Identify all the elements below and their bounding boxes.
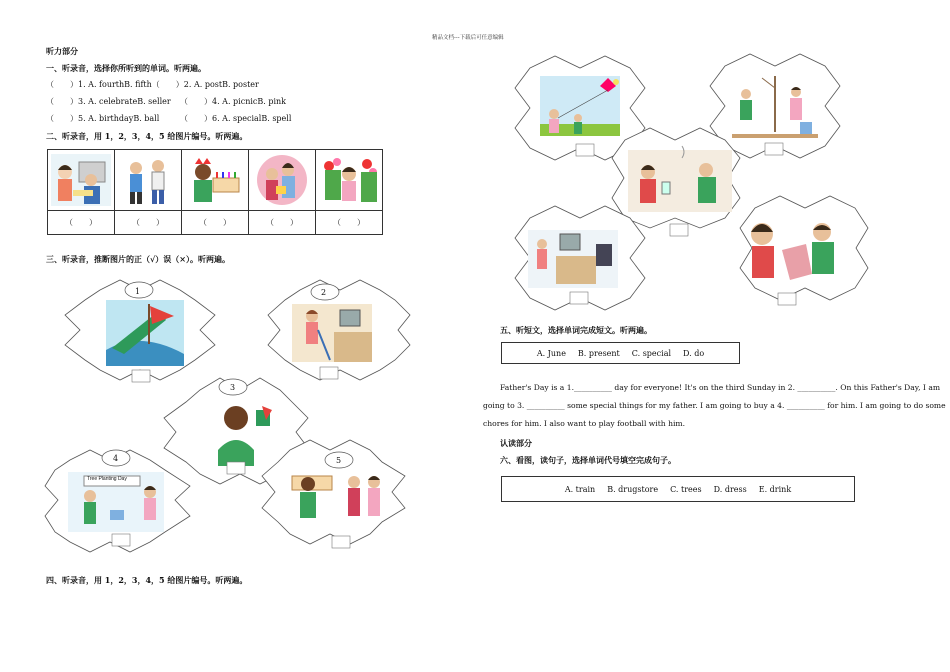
- q5-passage-line-2: going to 3. __________ some special things for my father. I am going to buy a 4. __________ for him. I am going to do some: [483, 401, 946, 410]
- q1-row-3b: （ ）6. A. specialB. spell: [180, 114, 292, 123]
- q6-option-b: B. drugstore: [607, 484, 659, 494]
- q1-row-3: （ ）5. A. birthdayB. ball: [46, 114, 160, 123]
- tree-planting-star: [710, 54, 840, 158]
- q3-star-frames: [40, 270, 460, 570]
- q2-answer-blank-4[interactable]: （ ）: [249, 211, 316, 235]
- q1-row-2b: （ ）4. A. picnicB. pink: [180, 97, 287, 106]
- q6-option-e: E. drink: [758, 484, 792, 494]
- q5-option-b: B. present: [577, 348, 620, 358]
- part-title-listening: 听力部分: [46, 46, 78, 56]
- girl-flowers-picture: [319, 154, 379, 206]
- q6-option-d: D. dress: [713, 484, 747, 494]
- q2-pic-cell-4: [249, 150, 316, 211]
- q3-number-4: 4: [113, 454, 119, 463]
- q6-star-frames: [500, 48, 880, 318]
- q2-answer-blank-2[interactable]: （ ）: [115, 211, 182, 235]
- q1-row-1: （ ）1. A. fourthB. fifth（ ）2. A. postB. poster: [46, 80, 259, 89]
- q2-answer-blank-1[interactable]: （ ）: [48, 211, 115, 235]
- reading-part-title: 认读部分: [500, 438, 532, 448]
- q5-option-a: A. June: [536, 348, 566, 358]
- two-boys-picture: [118, 154, 178, 206]
- tree-planting-sign: Tree Planting Day: [87, 476, 127, 482]
- q3-number-1: 1: [135, 287, 141, 296]
- family-circle-picture: [252, 154, 312, 206]
- dress-star: [740, 196, 868, 300]
- q3-title: 三、听录音，推断图片的正（√）误（×）。听两遍。: [46, 254, 230, 264]
- q6-word-bank: [501, 476, 855, 502]
- q2-title: 二、听录音，用 1，2，3，4，5 给图片编号。听两遍。: [46, 131, 248, 141]
- q3-number-5: 5: [336, 456, 342, 465]
- q5-title: 五、听短文，选择单词完成短文。听两遍。: [500, 325, 652, 335]
- q2-answer-blank-3[interactable]: （ ）: [182, 211, 249, 235]
- q5-passage-line-3: chores for him. I also want to play football with him.: [483, 419, 686, 428]
- q2-picture-table: [47, 149, 383, 235]
- q2-pic-cell-5: [316, 150, 383, 211]
- q1-row-2: （ ）3. A. celebrateB. seller: [46, 97, 171, 106]
- q6-option-a: A. train: [564, 484, 596, 494]
- page-header: 精品文档---下载后可任意编辑: [432, 35, 504, 41]
- q5-passage: [483, 379, 946, 433]
- q3-number-2: 2: [321, 288, 327, 297]
- q6-title: 六、看图，读句子，选择单词代号填空完成句子。: [500, 455, 676, 465]
- q2-pic-cell-3: [182, 150, 249, 211]
- q2-answer-blank-5[interactable]: （ ）: [316, 211, 383, 235]
- girl-teacher-picture: [51, 154, 111, 206]
- q5-passage-line-1: Father's Day is a 1.__________ day for everyone! It's on the third Sunday in 2. __________. On this Father's Day, I am: [500, 383, 941, 392]
- q5-option-d: D. do: [683, 348, 705, 358]
- q2-pic-cell-2: [115, 150, 182, 211]
- q5-option-c: C. special: [631, 348, 672, 358]
- q6-option-c: C. trees: [670, 484, 702, 494]
- q4-title: 四、听录音，用 1，2，3，4，5 给图片编号。听两遍。: [46, 575, 248, 585]
- q1-title: 一、听录音，选择你所听到的单词。听两遍。: [46, 63, 206, 73]
- drink-star: [612, 128, 740, 228]
- q2-pic-cell-1: [48, 150, 115, 211]
- q5-word-bank: [501, 342, 740, 364]
- boy-birthday-cake-picture: [185, 154, 245, 206]
- q3-star-2: [268, 280, 410, 380]
- q3-number-3: 3: [230, 383, 236, 392]
